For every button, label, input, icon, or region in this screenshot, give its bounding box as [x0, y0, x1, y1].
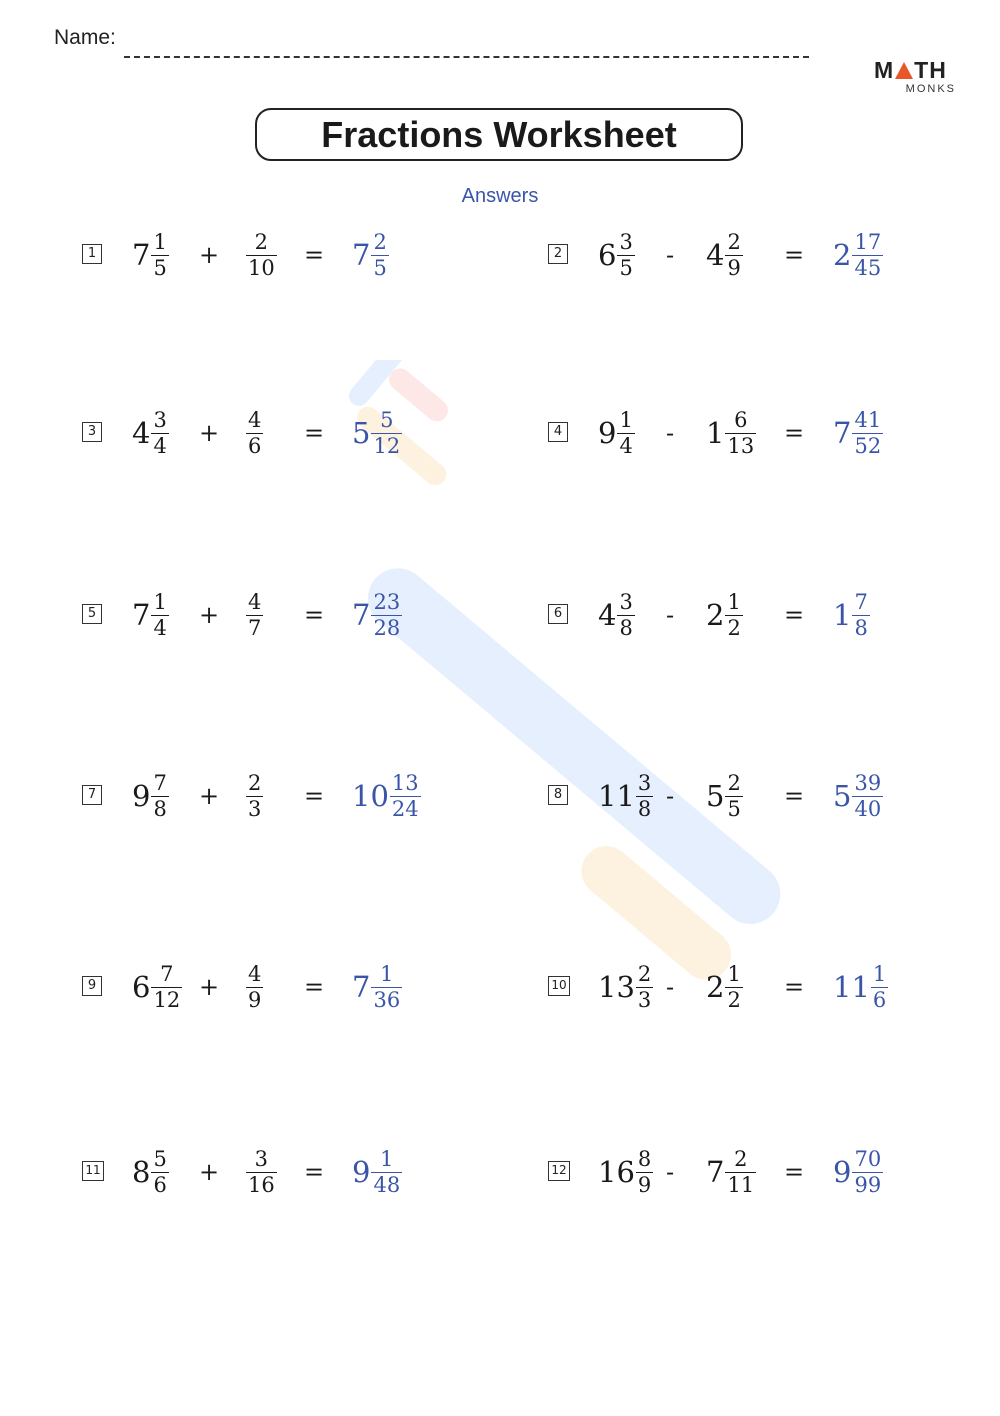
operand-b-denominator: 7: [248, 615, 262, 640]
problem-1: [82, 225, 482, 285]
problem-7: [82, 766, 482, 826]
operand-b-fraction: [246, 407, 263, 458]
answer-whole: 1: [833, 597, 852, 632]
operator: +: [199, 782, 220, 810]
operator: -: [666, 782, 675, 810]
operand-a-numerator: 8: [637, 1146, 652, 1171]
problem-number: 12: [548, 1161, 570, 1181]
answer-fraction: [852, 1146, 883, 1197]
operand-b-denominator: 2: [727, 987, 741, 1012]
problem-number: 9: [82, 976, 102, 996]
operand-b: [706, 585, 743, 645]
operand-b-fraction: [725, 589, 742, 640]
answer: [352, 225, 389, 285]
operand-b-denominator: 3: [248, 796, 262, 821]
answer-denominator: 28: [373, 615, 401, 640]
operand-a-whole: 7: [132, 237, 151, 272]
logo-word-right: TH: [914, 57, 947, 83]
operand-a-whole: 4: [132, 415, 151, 450]
operand-a-numerator: 3: [619, 589, 633, 614]
answer-fraction: [371, 1146, 402, 1197]
operand-a: [598, 403, 635, 463]
answer-numerator: 1: [380, 1146, 394, 1171]
operand-a-whole: 9: [132, 778, 151, 813]
operand-a-fraction: [636, 770, 653, 821]
answer: [833, 766, 883, 826]
problem-number: 6: [548, 604, 568, 624]
answer: [833, 1142, 883, 1202]
operand-b-numerator: 2: [727, 229, 741, 254]
answer-whole: 5: [352, 415, 371, 450]
operand-a-fraction: [636, 961, 653, 1012]
operator: +: [199, 973, 220, 1001]
answer-numerator: 41: [854, 407, 882, 432]
operand-a-fraction: [151, 770, 168, 821]
operand-b-fraction: [725, 1146, 756, 1197]
watermark-graphic: [140, 360, 860, 1060]
problem-number: 10: [548, 976, 570, 996]
operand-b-numerator: 3: [254, 1146, 269, 1171]
operand-a-fraction: [151, 229, 168, 280]
answer-whole: 2: [833, 237, 852, 272]
operand-a-fraction: [151, 589, 168, 640]
operand-b: [706, 957, 743, 1017]
operand-a: [132, 403, 169, 463]
equals-sign: =: [304, 782, 325, 810]
operand-b-fraction: [725, 770, 742, 821]
answer: [352, 766, 421, 826]
problem-10: [548, 957, 948, 1017]
operand-b: [245, 585, 263, 645]
answer-numerator: 2: [373, 229, 387, 254]
operand-b: [245, 403, 263, 463]
operand-a-denominator: 5: [619, 255, 633, 280]
operand-a-denominator: 8: [153, 796, 167, 821]
answer-denominator: 40: [854, 796, 882, 821]
problem-number: 11: [82, 1161, 104, 1181]
operand-a-fraction: [617, 407, 634, 458]
operand-a-whole: 13: [598, 969, 635, 1004]
operator: -: [666, 973, 675, 1001]
answer-fraction: [371, 229, 388, 280]
operand-b-whole: 1: [706, 415, 725, 450]
operand-a-denominator: 6: [153, 1172, 167, 1197]
operand-b-numerator: 4: [248, 407, 262, 432]
operand-b-denominator: 11: [727, 1172, 755, 1197]
operand-b-fraction: [246, 770, 263, 821]
operand-a-denominator: 8: [637, 796, 652, 821]
operand-b: [245, 766, 263, 826]
operand-a: [598, 957, 653, 1017]
equals-sign: =: [784, 601, 805, 629]
operand-b-denominator: 9: [248, 987, 262, 1012]
operand-b-denominator: 6: [248, 433, 262, 458]
operand-a-denominator: 3: [637, 987, 652, 1012]
answer-whole: 10: [352, 778, 389, 813]
answer-whole: 7: [352, 969, 371, 1004]
operand-a-numerator: 2: [637, 961, 652, 986]
problem-5: [82, 585, 482, 645]
operand-b-numerator: 1: [727, 589, 741, 614]
operator: -: [666, 1158, 675, 1186]
answer-denominator: 8: [854, 615, 868, 640]
answer-numerator: 70: [854, 1146, 882, 1171]
answer-fraction: [852, 229, 883, 280]
operand-b-denominator: 10: [248, 255, 275, 280]
operand-b-denominator: 5: [727, 796, 741, 821]
answer-numerator: 23: [373, 589, 401, 614]
problem-number: 3: [82, 422, 102, 442]
answer: [352, 585, 402, 645]
operand-a-fraction: [617, 589, 634, 640]
equals-sign: =: [784, 973, 805, 1001]
problem-8: [548, 766, 948, 826]
answer-denominator: 45: [854, 255, 882, 280]
operand-b-numerator: 1: [727, 961, 741, 986]
operand-a-denominator: 4: [153, 433, 167, 458]
operand-b-whole: 2: [706, 597, 725, 632]
operand-a-fraction: [151, 407, 168, 458]
operator: +: [199, 241, 220, 269]
operand-a-numerator: 7: [153, 770, 167, 795]
operand-a: [598, 1142, 653, 1202]
equals-sign: =: [784, 782, 805, 810]
answer: [833, 403, 883, 463]
answer-numerator: 1: [872, 961, 887, 986]
operand-b-whole: 4: [706, 237, 725, 272]
operand-a-whole: 11: [598, 778, 635, 813]
operand-a-whole: 6: [598, 237, 617, 272]
operand-a-numerator: 3: [637, 770, 652, 795]
operand-a: [132, 957, 182, 1017]
operator: -: [666, 601, 675, 629]
operand-a-numerator: 7: [160, 961, 174, 986]
answer-denominator: 48: [373, 1172, 401, 1197]
operand-b-numerator: 6: [734, 407, 748, 432]
operand-a-fraction: [617, 229, 634, 280]
answer-numerator: 39: [854, 770, 882, 795]
operand-a-denominator: 4: [153, 615, 167, 640]
answer: [352, 1142, 402, 1202]
answer-fraction: [390, 770, 421, 821]
operand-b-whole: 7: [706, 1154, 725, 1189]
operand-a-fraction: [151, 1146, 168, 1197]
operand-a-fraction: [151, 961, 182, 1012]
operand-b-fraction: [246, 1146, 277, 1197]
problem-number: 8: [548, 785, 568, 805]
equals-sign: =: [304, 601, 325, 629]
operand-a: [132, 1142, 169, 1202]
answer-numerator: 13: [391, 770, 419, 795]
operator: -: [666, 419, 675, 447]
triangle-icon: [895, 62, 913, 79]
operand-a-whole: 16: [598, 1154, 635, 1189]
operand-b-denominator: 16: [248, 1172, 275, 1197]
operand-b: [706, 403, 756, 463]
operand-b-whole: 2: [706, 969, 725, 1004]
answer-fraction: [852, 770, 883, 821]
operand-b-denominator: 9: [727, 255, 741, 280]
operand-b-denominator: 13: [727, 433, 755, 458]
operand-a-denominator: 12: [153, 987, 181, 1012]
operand-a: [598, 225, 635, 285]
equals-sign: =: [304, 241, 325, 269]
operand-a-whole: 4: [598, 597, 617, 632]
answer-denominator: 52: [854, 433, 882, 458]
equals-sign: =: [784, 1158, 805, 1186]
operand-b-fraction: [725, 407, 756, 458]
answer-whole: 7: [833, 415, 852, 450]
operator: +: [199, 601, 220, 629]
operand-a-whole: 9: [598, 415, 617, 450]
answer: [833, 957, 888, 1017]
answer-numerator: 1: [380, 961, 394, 986]
problem-number: 4: [548, 422, 568, 442]
answer-whole: 7: [352, 597, 371, 632]
operand-a-whole: 7: [132, 597, 151, 632]
operand-a-numerator: 3: [619, 229, 633, 254]
operand-b-numerator: 2: [734, 1146, 748, 1171]
problem-6: [548, 585, 948, 645]
answer-fraction: [871, 961, 888, 1012]
operand-a: [132, 225, 169, 285]
operand-a-denominator: 8: [619, 615, 633, 640]
answer-denominator: 99: [854, 1172, 882, 1197]
equals-sign: =: [304, 973, 325, 1001]
operand-a-numerator: 1: [153, 589, 167, 614]
operand-a-whole: 6: [132, 969, 151, 1004]
problem-9: [82, 957, 482, 1017]
operand-b-numerator: 4: [248, 589, 262, 614]
operand-b-numerator: 2: [254, 229, 269, 254]
equals-sign: =: [304, 1158, 325, 1186]
answer-fraction: [852, 407, 883, 458]
answer-denominator: 24: [391, 796, 419, 821]
answer-fraction: [371, 589, 402, 640]
answer: [352, 957, 402, 1017]
problem-number: 5: [82, 604, 102, 624]
operator: +: [199, 419, 220, 447]
problem-3: [82, 403, 482, 463]
answer-whole: 11: [833, 969, 870, 1004]
operand-b: [706, 766, 743, 826]
equals-sign: =: [784, 241, 805, 269]
operand-b-fraction: [246, 961, 263, 1012]
operand-b-numerator: 2: [248, 770, 262, 795]
operand-a-numerator: 5: [153, 1146, 167, 1171]
answer-numerator: 5: [380, 407, 394, 432]
answer-fraction: [371, 407, 402, 458]
answer-whole: 9: [833, 1154, 852, 1189]
math-monks-logo: [874, 58, 956, 95]
answer-numerator: 17: [854, 229, 882, 254]
operator: -: [666, 241, 675, 269]
answer-fraction: [371, 961, 402, 1012]
operand-b-fraction: [246, 229, 277, 280]
answer-whole: 5: [833, 778, 852, 813]
operand-a-denominator: 5: [153, 255, 167, 280]
operand-a: [132, 585, 169, 645]
problem-4: [548, 403, 948, 463]
problem-number: 2: [548, 244, 568, 264]
worksheet-title: Fractions Worksheet: [255, 108, 743, 161]
answers-label: Answers: [461, 185, 539, 207]
operand-b: [245, 957, 263, 1017]
answer-whole: 9: [352, 1154, 371, 1189]
operand-a: [598, 585, 635, 645]
operand-a-denominator: 9: [637, 1172, 652, 1197]
operand-b-denominator: 2: [727, 615, 741, 640]
name-label: Name:: [54, 26, 116, 49]
equals-sign: =: [784, 419, 805, 447]
problem-12: [548, 1142, 948, 1202]
answer-denominator: 5: [373, 255, 387, 280]
operand-a-denominator: 4: [619, 433, 633, 458]
answer: [833, 225, 883, 285]
operand-a: [132, 766, 169, 826]
operand-b-fraction: [725, 961, 742, 1012]
problem-number: 7: [82, 785, 102, 805]
operand-a-numerator: 1: [619, 407, 633, 432]
answer-denominator: 36: [373, 987, 401, 1012]
operand-b: [706, 225, 743, 285]
name-input-line[interactable]: [124, 56, 809, 58]
operand-b-numerator: 2: [727, 770, 741, 795]
answer-denominator: 6: [872, 987, 887, 1012]
logo-subtitle: MONKS: [905, 83, 956, 95]
answer-numerator: 7: [854, 589, 868, 614]
operand-a-numerator: 3: [153, 407, 167, 432]
operand-b: [245, 1142, 277, 1202]
problem-11: [82, 1142, 482, 1202]
operand-b-fraction: [246, 589, 263, 640]
operand-a-fraction: [636, 1146, 653, 1197]
operand-b: [706, 1142, 756, 1202]
operand-b-whole: 5: [706, 778, 725, 813]
problem-number: 1: [82, 244, 102, 264]
operand-b: [245, 225, 277, 285]
problem-2: [548, 225, 948, 285]
operand-a-numerator: 1: [153, 229, 167, 254]
operand-a-whole: 8: [132, 1154, 151, 1189]
equals-sign: =: [304, 419, 325, 447]
answer: [352, 403, 402, 463]
logo-word-left: M: [874, 57, 895, 83]
operand-a: [598, 766, 653, 826]
operand-b-fraction: [725, 229, 742, 280]
answer-whole: 7: [352, 237, 371, 272]
answer: [833, 585, 870, 645]
operand-b-numerator: 4: [248, 961, 262, 986]
answer-fraction: [852, 589, 869, 640]
operator: +: [199, 1158, 220, 1186]
answer-denominator: 12: [373, 433, 401, 458]
